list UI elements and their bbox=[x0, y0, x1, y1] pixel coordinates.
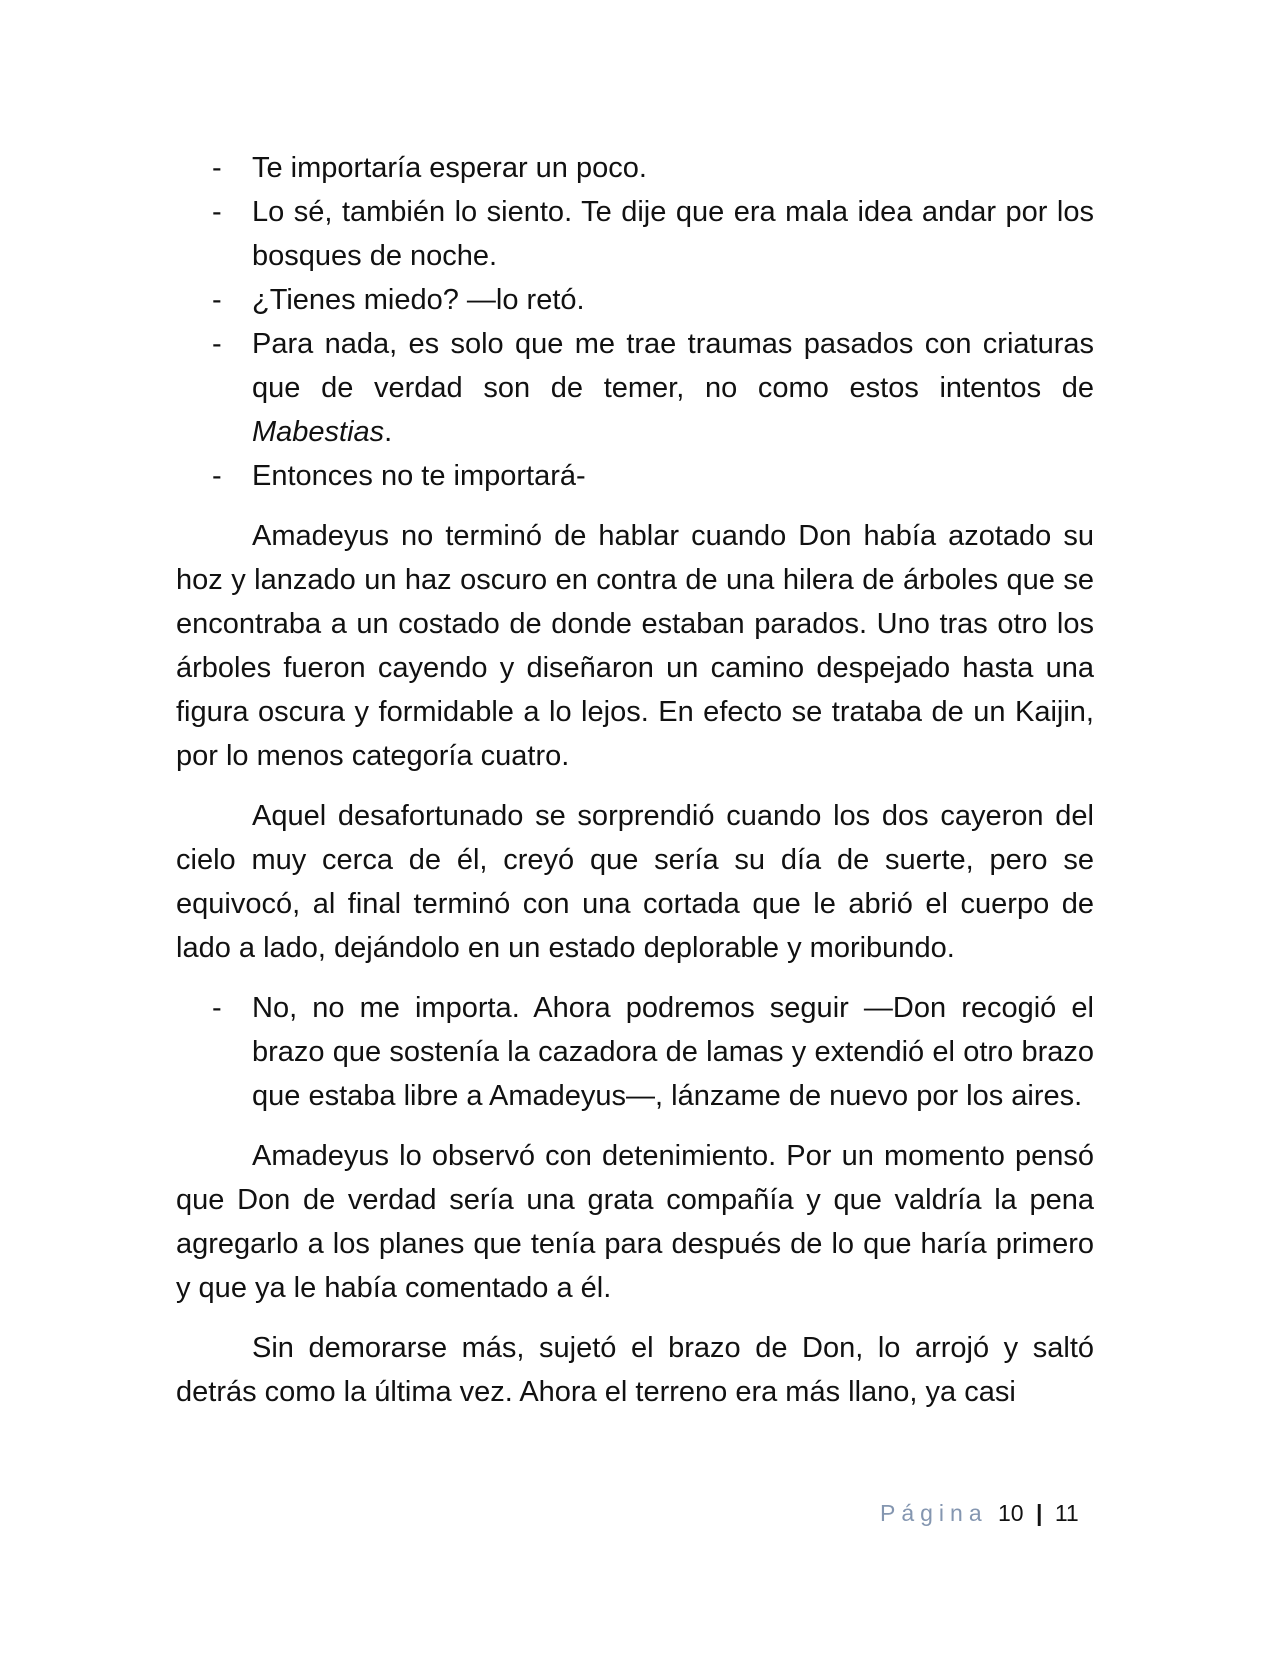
dialogue-text: ¿Tienes miedo? —lo retó. bbox=[252, 284, 585, 316]
dialogue-dash: - bbox=[212, 152, 222, 184]
dialogue-line bbox=[176, 454, 1094, 498]
dialogue-text-end: . bbox=[384, 416, 393, 448]
dialogue-dash: - bbox=[212, 284, 222, 316]
dialogue-dash: - bbox=[212, 460, 222, 492]
dialogue-text: Te importaría esperar un poco. bbox=[252, 152, 647, 184]
dialogue-dash: - bbox=[212, 196, 222, 228]
paragraph: Amadeyus no terminó de hablar cuando Don había azotado su hoz y lanzado un haz oscuro en contra de una hilera de árboles que se encontraba a un costado de donde estaban parados. Uno tras otro los árboles fueron cayendo y diseñaron un camino despejado hasta una figura oscura y formidable a lo lejos. En efecto se trataba de un Kaijin, por lo menos categoría cuatro. bbox=[176, 520, 1094, 772]
paragraph: Aquel desafortunado se sorprendió cuando los dos cayeron del cielo muy cerca de él, creyó que sería su día de suerte, pero se equivocó, al final terminó con una cortada que le abrió el cuerpo de lado a lado, dejándolo en un estado deplorable y moribundo. bbox=[176, 800, 1094, 964]
dialogue-list-2 bbox=[176, 986, 1094, 1118]
dialogue-line bbox=[176, 146, 1094, 190]
italic-term: Mabestias bbox=[252, 416, 385, 448]
dialogue-line bbox=[176, 986, 1094, 1118]
page-number: 10 bbox=[998, 1500, 1024, 1526]
page-label: Página bbox=[880, 1500, 988, 1526]
dialogue-text: Entonces no te importará- bbox=[252, 460, 586, 492]
dialogue-line bbox=[176, 190, 1094, 278]
page-footer bbox=[880, 1500, 1079, 1527]
dialogue-dash: - bbox=[212, 992, 222, 1024]
paragraph: Sin demorarse más, sujetó el brazo de Don, lo arrojó y saltó detrás como la última vez. Ahora el terreno era más llano, ya casi bbox=[176, 1332, 1094, 1408]
dialogue-text: No, no me importa. Ahora podremos seguir —Don recogió el brazo que sostenía la cazadora de lamas y extendió el otro brazo que estaba libre a Amadeyus—, lánzame de nuevo por los aires. bbox=[252, 992, 1094, 1112]
total-pages: 11 bbox=[1054, 1500, 1079, 1526]
dialogue-list-1 bbox=[176, 146, 1094, 498]
dialogue-text: Lo sé, también lo siento. Te dije que era mala idea andar por los bosques de noche. bbox=[252, 196, 1094, 272]
dialogue-text: Para nada, es solo que me trae traumas pasados con criaturas que de verdad son de temer, no como estos intentos de bbox=[252, 328, 1094, 404]
paragraph: Amadeyus lo observó con detenimiento. Por un momento pensó que Don de verdad sería una grata compañía y que valdría la pena agregarlo a los planes que tenía para después de lo que haría primero y que ya le había comentado a él. bbox=[176, 1140, 1094, 1304]
dialogue-line bbox=[176, 278, 1094, 322]
page-body bbox=[176, 146, 1094, 1414]
dialogue-line bbox=[176, 322, 1094, 454]
dialogue-dash: - bbox=[212, 328, 222, 360]
page-separator: | bbox=[1036, 1500, 1043, 1526]
